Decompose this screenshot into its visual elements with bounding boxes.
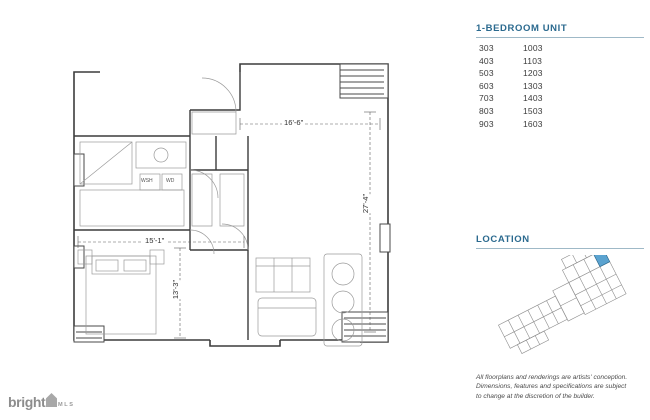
floorplan-drawing xyxy=(40,50,440,360)
bright-mls-logo xyxy=(6,392,92,416)
bedroom-furniture xyxy=(78,250,164,334)
unit-number: 1303 xyxy=(523,80,543,91)
detail-linework xyxy=(80,112,244,226)
unit-panel-title: 1-BEDROOM UNIT xyxy=(476,23,568,34)
list-item xyxy=(476,118,646,131)
unit-number: 603 xyxy=(479,80,494,91)
dimension-height-right: 27'-4" xyxy=(361,193,371,214)
unit-number: 1103 xyxy=(523,55,543,66)
unit-number: 303 xyxy=(479,43,494,53)
unit-number: 903 xyxy=(479,118,494,129)
logo-wordmark: bright xyxy=(8,394,46,410)
unit-number: 703 xyxy=(479,93,494,104)
disclaimer-line-1: All floorplans and renderings are artists' conception. xyxy=(476,374,628,381)
location-panel-divider xyxy=(476,248,644,249)
unit-number: 1503 xyxy=(523,105,543,116)
disclaimer-line-2: Dimensions, features and specifications are subject xyxy=(476,383,627,391)
list-item xyxy=(476,105,646,118)
unit-number: 403 xyxy=(479,55,494,66)
unit-number: 803 xyxy=(479,105,494,116)
exterior-walls xyxy=(74,64,388,346)
location-panel-title: LOCATION xyxy=(476,234,530,245)
washer-label: WSH xyxy=(141,178,153,184)
unit-number: 503 xyxy=(479,68,494,79)
unit-number-list xyxy=(476,42,646,130)
unit-number: 1403 xyxy=(523,93,543,104)
dimension-height-bedroom: 13'-3" xyxy=(171,279,181,300)
structural-columns xyxy=(74,64,390,342)
disclaimer-text xyxy=(476,373,650,401)
unit-panel-divider xyxy=(476,37,644,38)
logo-subtext: MLS xyxy=(58,402,75,408)
list-item xyxy=(476,55,646,68)
location-key-plan xyxy=(478,255,643,355)
unit-number: 1003 xyxy=(523,43,543,53)
unit-number: 1203 xyxy=(523,68,543,79)
list-item xyxy=(476,92,646,105)
disclaimer-line-3: to change at the discretion of the builder. xyxy=(476,392,595,400)
info-panel xyxy=(470,0,650,420)
dryer-label: WD xyxy=(166,178,175,184)
dimension-width-top: 16'-6" xyxy=(284,118,304,127)
highlighted-unit xyxy=(594,255,610,267)
dimension-width-mid: 15'-1" xyxy=(145,236,165,245)
unit-number: 1603 xyxy=(523,118,543,129)
list-item xyxy=(476,67,646,80)
list-item xyxy=(476,42,646,55)
house-icon xyxy=(46,393,57,407)
list-item xyxy=(476,80,646,93)
